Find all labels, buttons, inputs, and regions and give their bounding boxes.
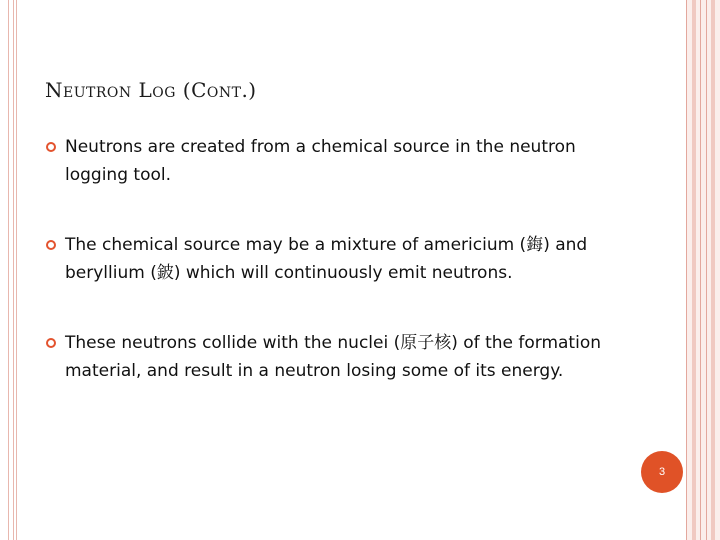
right-decor-line — [706, 0, 707, 540]
bullet-text: These neutrons collide with the nuclei (原子核) of the formation material, and result in a neutron losing some of its energy. — [65, 333, 601, 381]
right-decor-line — [686, 0, 687, 540]
hollow-circle-bullet-icon — [46, 338, 56, 348]
left-decor-line — [8, 0, 9, 540]
hollow-circle-bullet-icon — [46, 142, 56, 152]
bullet-list — [44, 133, 634, 427]
right-decor-stripe — [711, 0, 715, 540]
bullet-text: The chemical source may be a mixture of americium (鋂) and beryllium (鈹) which will continuously emit neutrons. — [65, 235, 588, 283]
hollow-circle-bullet-icon — [46, 240, 56, 250]
left-decor-line — [16, 0, 17, 540]
list-item — [44, 329, 634, 385]
list-item — [44, 133, 634, 189]
right-decor-stripe — [692, 0, 696, 540]
bullet-text: Neutrons are created from a chemical source in the neutron logging tool. — [65, 137, 576, 185]
list-item — [44, 231, 634, 287]
page-number-badge: 3 — [641, 451, 683, 493]
left-decor-line — [13, 0, 14, 540]
slide-title: Neutron Log (Cont.) — [45, 78, 257, 102]
right-decor-line — [700, 0, 701, 540]
